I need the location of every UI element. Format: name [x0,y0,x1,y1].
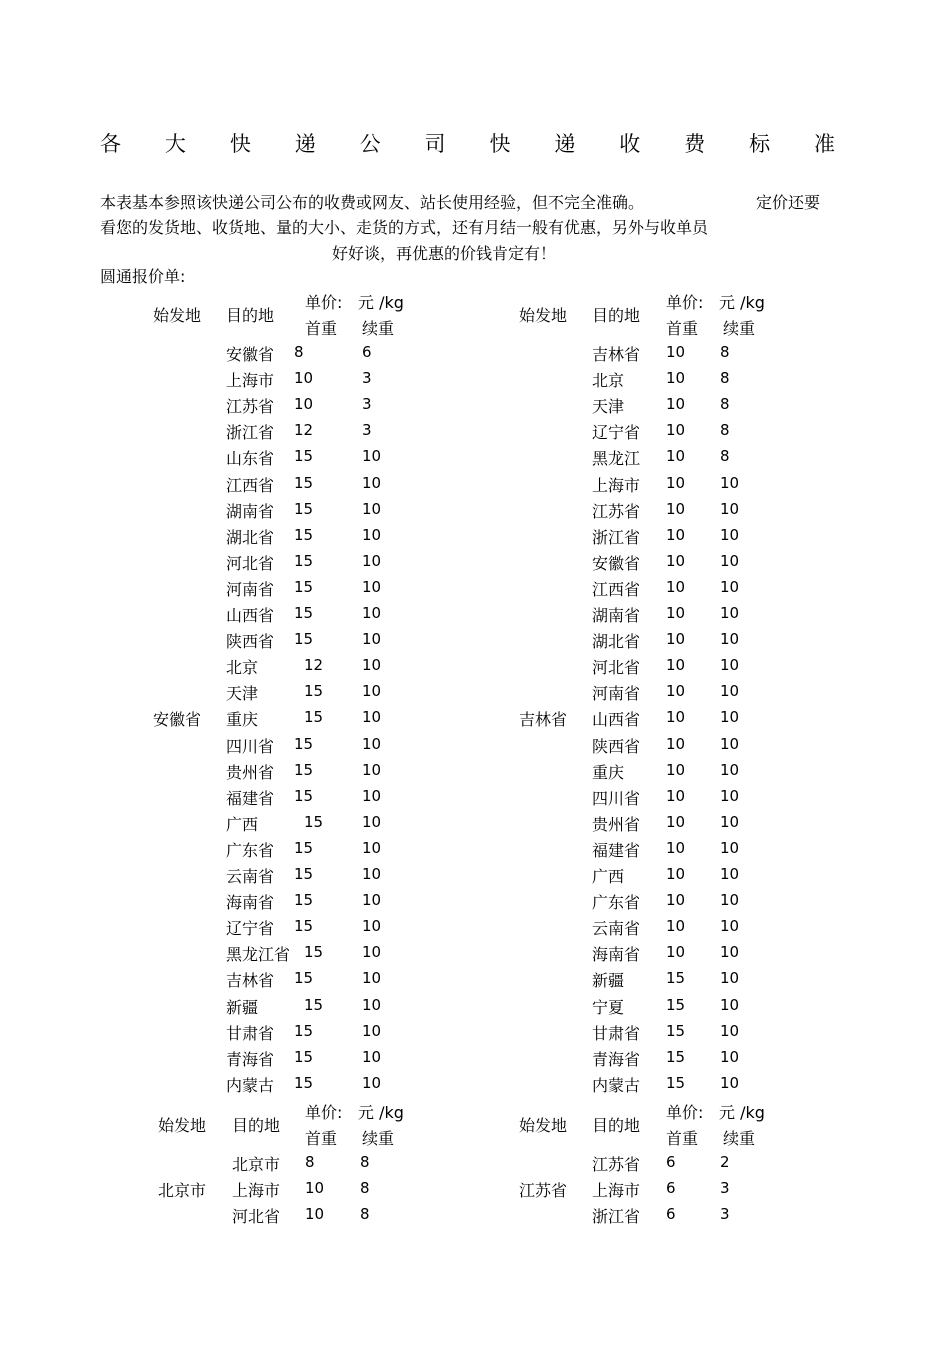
first-weight-price: 15 [294,865,314,883]
first-weight-price: 10 [666,421,686,440]
title-char: 准 [813,132,835,156]
origin-cell: 北京市 [158,1181,207,1201]
first-weight-price: 15 [294,891,314,910]
title-char: 快 [489,132,511,156]
extra-weight-price: 10 [720,473,740,492]
first-weight-price: 10 [666,891,686,910]
first-weight-price: 15 [294,1073,314,1092]
first-weight-price: 10 [666,343,686,361]
first-weight-price: 10 [666,447,686,466]
first-weight-price: 10 [666,786,686,805]
header-unit: 元 /kg [719,1103,765,1122]
first-weight-price: 6 [666,1179,676,1198]
extra-weight-price: 8 [720,395,730,414]
title-char: 标 [749,132,771,156]
origin-cell: 安徽省 [153,710,202,730]
intro-line-1: 本表基本参照该快递公司公布的收费或网友、站长使用经验，但不完全准确。 [100,193,645,212]
first-weight-price: 10 [666,630,686,649]
extra-weight-price: 3 [362,369,372,388]
first-weight-price: 15 [294,969,314,988]
header-unit: 元 /kg [358,1103,404,1122]
first-weight-price: 10 [666,812,686,831]
extra-weight-price: 10 [720,551,740,570]
title-char: 递 [554,132,576,156]
first-weight-price: 10 [294,369,314,388]
extra-weight-price: 10 [720,995,740,1014]
header-destination: 目的地 [232,1116,281,1135]
extra-weight-price: 10 [720,577,740,596]
header-origin: 始发地 [519,1116,568,1135]
destination-cell: 湖北省 [592,632,641,652]
header-unit: 元 /kg [358,293,404,312]
first-weight-price: 15 [666,995,686,1014]
extra-weight-price: 10 [362,630,382,649]
destination-cell: 陕西省 [226,632,275,652]
destination-cell: 山西省 [592,710,641,730]
header-extra-weight: 续重 [362,1129,395,1148]
first-weight-price: 10 [666,760,686,779]
first-weight-price: 15 [294,473,314,492]
header-origin: 始发地 [158,1116,207,1135]
destination-cell: 吉林省 [592,345,641,364]
header-unit-price: 单价: [666,1103,704,1122]
extra-weight-price: 10 [362,943,382,962]
destination-cell: 江苏省 [226,397,275,417]
destination-cell: 湖北省 [226,527,275,547]
origin-cell: 江苏省 [519,1181,568,1201]
destination-cell: 北京市 [232,1155,281,1174]
destination-cell: 青海省 [592,1049,641,1069]
extra-weight-price: 10 [362,499,382,518]
first-weight-price: 10 [305,1205,325,1224]
section-label: 圆通报价单: [100,267,186,286]
destination-cell: 云南省 [592,919,641,939]
destination-cell: 贵州省 [592,814,641,834]
destination-cell: 广东省 [592,893,641,913]
origin-cell: 吉林省 [519,710,568,730]
destination-cell: 天津 [226,684,259,704]
first-weight-price: 15 [294,917,314,936]
extra-weight-price: 10 [362,551,382,570]
first-weight-price: 15 [294,1021,314,1040]
title-char: 收 [619,132,641,156]
title-char: 快 [229,132,251,156]
title-char: 公 [359,132,381,156]
extra-weight-price: 10 [362,1073,382,1092]
first-weight-price: 15 [294,499,314,518]
destination-cell: 山西省 [226,606,275,625]
first-weight-price: 15 [294,1047,314,1066]
first-weight-price: 15 [304,812,324,831]
header-origin: 始发地 [519,306,568,325]
destination-cell: 上海市 [226,371,275,391]
extra-weight-price: 10 [720,786,740,805]
intro-line-1-tail: 定价还要 [756,193,821,212]
destination-cell: 海南省 [592,945,641,965]
extra-weight-price: 8 [720,421,730,440]
header-first-weight: 首重 [666,319,699,338]
header-extra-weight: 续重 [723,319,756,338]
extra-weight-price: 10 [362,917,382,936]
first-weight-price: 15 [666,969,686,988]
destination-cell: 湖南省 [226,501,275,521]
destination-cell: 甘肃省 [226,1023,275,1043]
first-weight-price: 15 [666,1073,686,1092]
destination-cell: 安徽省 [226,345,275,364]
header-destination: 目的地 [226,306,275,325]
destination-cell: 云南省 [226,867,275,886]
first-weight-price: 15 [304,708,324,727]
first-weight-price: 6 [666,1153,676,1171]
destination-cell: 重庆 [592,762,625,782]
destination-cell: 山东省 [226,449,275,469]
extra-weight-price: 10 [362,577,382,596]
extra-weight-price: 10 [720,865,740,883]
destination-cell: 湖南省 [592,606,641,625]
title-char: 司 [424,132,446,156]
extra-weight-price: 10 [720,682,740,701]
destination-cell: 甘肃省 [592,1023,641,1043]
first-weight-price: 15 [294,604,314,622]
header-unit-price: 单价: [305,1103,343,1122]
first-weight-price: 15 [294,577,314,596]
extra-weight-price: 8 [360,1205,370,1224]
extra-weight-price: 3 [720,1179,730,1198]
first-weight-price: 10 [666,525,686,544]
extra-weight-price: 6 [362,343,372,361]
header-unit: 元 /kg [719,293,765,312]
destination-cell: 宁夏 [592,997,625,1017]
first-weight-price: 15 [294,447,314,466]
extra-weight-price: 10 [362,708,382,727]
extra-weight-price: 10 [362,786,382,805]
extra-weight-price: 10 [720,499,740,518]
header-destination: 目的地 [592,306,641,325]
first-weight-price: 10 [666,395,686,414]
destination-cell: 新疆 [226,997,259,1017]
extra-weight-price: 10 [362,656,382,675]
title-char: 大 [164,132,186,156]
destination-cell: 重庆 [226,710,259,730]
destination-cell: 江苏省 [592,1155,641,1174]
extra-weight-price: 10 [362,734,382,753]
first-weight-price: 10 [666,838,686,857]
extra-weight-price: 10 [362,865,382,883]
first-weight-price: 6 [666,1205,676,1224]
first-weight-price: 10 [666,369,686,388]
extra-weight-price: 10 [720,734,740,753]
header-first-weight: 首重 [666,1129,699,1148]
first-weight-price: 10 [666,917,686,936]
extra-weight-price: 8 [360,1179,370,1198]
extra-weight-price: 2 [720,1153,730,1171]
header-unit-price: 单价: [305,293,343,312]
destination-cell: 河南省 [226,579,275,599]
extra-weight-price: 8 [360,1153,370,1171]
destination-cell: 河北省 [226,553,275,573]
extra-weight-price: 10 [362,682,382,701]
first-weight-price: 10 [666,473,686,492]
first-weight-price: 15 [294,760,314,779]
header-first-weight: 首重 [305,319,338,338]
extra-weight-price: 10 [362,891,382,910]
destination-cell: 黑龙江 [592,449,641,469]
first-weight-price: 8 [305,1153,315,1171]
extra-weight-price: 10 [720,1021,740,1040]
extra-weight-price: 8 [720,447,730,466]
destination-cell: 黑龙江省 [226,945,291,965]
destination-cell: 贵州省 [226,762,275,782]
extra-weight-price: 10 [720,891,740,910]
first-weight-price: 10 [666,499,686,518]
destination-cell: 广西 [226,814,259,834]
extra-weight-price: 10 [362,525,382,544]
first-weight-price: 10 [666,604,686,622]
extra-weight-price: 10 [720,1047,740,1066]
destination-cell: 新疆 [592,971,625,991]
destination-cell: 福建省 [592,840,641,860]
extra-weight-price: 10 [720,943,740,962]
extra-weight-price: 10 [362,760,382,779]
extra-weight-price: 10 [362,1047,382,1066]
extra-weight-price: 10 [720,708,740,727]
first-weight-price: 10 [666,708,686,727]
first-weight-price: 15 [304,995,324,1014]
title-char: 各 [100,132,121,156]
destination-cell: 浙江省 [592,527,641,547]
destination-cell: 四川省 [226,736,275,756]
first-weight-price: 10 [666,943,686,962]
first-weight-price: 15 [304,943,324,962]
header-destination: 目的地 [592,1116,641,1135]
destination-cell: 浙江省 [592,1207,641,1227]
destination-cell: 上海市 [592,475,641,495]
extra-weight-price: 10 [720,630,740,649]
title-char: 递 [294,132,316,156]
destination-cell: 河南省 [592,684,641,704]
destination-cell: 上海市 [232,1181,281,1201]
first-weight-price: 15 [294,734,314,753]
extra-weight-price: 3 [362,421,372,440]
first-weight-price: 15 [294,630,314,649]
header-first-weight: 首重 [305,1129,338,1148]
first-weight-price: 8 [294,343,304,361]
extra-weight-price: 10 [720,1073,740,1092]
destination-cell: 江苏省 [592,501,641,521]
header-unit-price: 单价: [666,293,704,312]
extra-weight-price: 10 [362,969,382,988]
destination-cell: 吉林省 [226,971,275,991]
destination-cell: 天津 [592,397,625,417]
destination-cell: 四川省 [592,788,641,808]
destination-cell: 陕西省 [592,736,641,756]
first-weight-price: 15 [294,551,314,570]
first-weight-price: 15 [666,1047,686,1066]
destination-cell: 江西省 [592,579,641,599]
extra-weight-price: 10 [720,656,740,675]
destination-cell: 北京 [592,371,625,391]
page-title [100,128,835,160]
header-origin: 始发地 [153,306,202,325]
destination-cell: 辽宁省 [226,919,275,939]
extra-weight-price: 8 [720,343,730,361]
first-weight-price: 10 [666,577,686,596]
first-weight-price: 10 [666,682,686,701]
destination-cell: 河北省 [232,1207,281,1227]
destination-cell: 浙江省 [226,423,275,443]
destination-cell: 上海市 [592,1181,641,1201]
first-weight-price: 15 [294,786,314,805]
destination-cell: 海南省 [226,893,275,913]
header-extra-weight: 续重 [723,1129,756,1148]
destination-cell: 北京 [226,658,259,678]
extra-weight-price: 10 [720,525,740,544]
extra-weight-price: 10 [720,760,740,779]
extra-weight-price: 10 [362,1021,382,1040]
extra-weight-price: 10 [720,812,740,831]
extra-weight-price: 10 [720,838,740,857]
extra-weight-price: 10 [362,473,382,492]
destination-cell: 广东省 [226,840,275,860]
first-weight-price: 10 [666,656,686,675]
extra-weight-price: 10 [720,604,740,622]
extra-weight-price: 10 [720,969,740,988]
extra-weight-price: 8 [720,369,730,388]
first-weight-price: 12 [294,421,314,440]
destination-cell: 青海省 [226,1049,275,1069]
destination-cell: 河北省 [592,658,641,678]
intro-line-2: 看您的发货地、收货地、量的大小、走货的方式，还有月结一般有优惠，另外与收单员 [100,218,709,237]
first-weight-price: 15 [294,838,314,857]
first-weight-price: 15 [294,525,314,544]
destination-cell: 安徽省 [592,553,641,573]
first-weight-price: 15 [304,682,324,701]
extra-weight-price: 10 [720,917,740,936]
extra-weight-price: 10 [362,995,382,1014]
first-weight-price: 10 [294,395,314,414]
first-weight-price: 15 [666,1021,686,1040]
extra-weight-price: 10 [362,838,382,857]
destination-cell: 内蒙古 [226,1075,275,1095]
extra-weight-price: 3 [362,395,372,414]
destination-cell: 内蒙古 [592,1075,641,1095]
destination-cell: 辽宁省 [592,423,641,443]
first-weight-price: 10 [666,865,686,883]
first-weight-price: 10 [666,734,686,753]
extra-weight-price: 10 [362,812,382,831]
first-weight-price: 12 [304,656,324,675]
extra-weight-price: 3 [720,1205,730,1224]
title-char: 费 [684,132,706,156]
extra-weight-price: 10 [362,447,382,466]
destination-cell: 福建省 [226,788,275,808]
first-weight-price: 10 [305,1179,325,1198]
destination-cell: 江西省 [226,475,275,495]
first-weight-price: 10 [666,551,686,570]
header-extra-weight: 续重 [362,319,395,338]
extra-weight-price: 10 [362,604,382,622]
destination-cell: 广西 [592,867,625,886]
intro-line-3: 好好谈，再优惠的价钱肯定有！ [332,244,557,263]
